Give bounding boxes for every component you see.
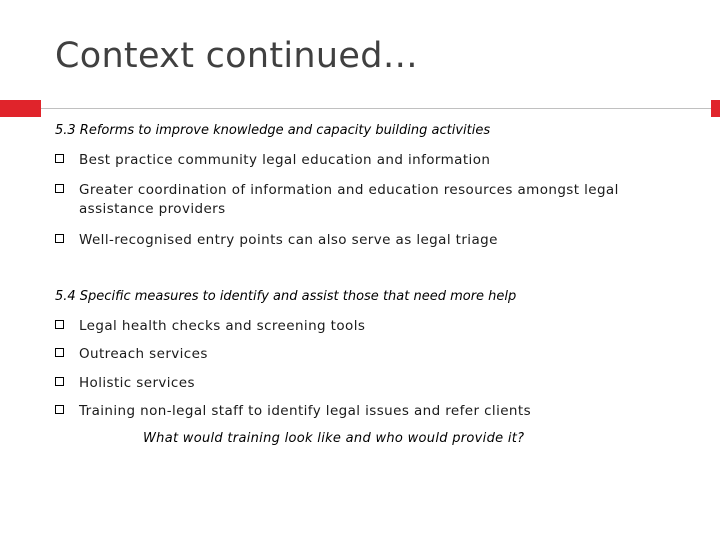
list-item — [55, 317, 655, 336]
accent-bar-left — [0, 100, 41, 117]
list-item-text: Outreach services — [79, 346, 208, 362]
list-item — [55, 402, 655, 421]
list-item-text: Best practice community legal education and information — [79, 152, 491, 168]
square-bullet-icon — [55, 377, 64, 386]
training-question-note: What would training look like and who would provide it? — [143, 431, 525, 446]
square-bullet-icon — [55, 320, 64, 329]
section-heading-5-4: 5.4 Specific measures to identify and assist those that need more help — [55, 289, 517, 304]
title-divider — [0, 108, 720, 109]
list-item-text: Training non-legal staff to identify legal issues and refer clients — [79, 403, 532, 419]
square-bullet-icon — [55, 184, 64, 193]
section-heading-5-3: 5.3 Reforms to improve knowledge and capacity building activities — [55, 123, 491, 138]
list-item — [55, 231, 655, 250]
square-bullet-icon — [55, 348, 64, 357]
list-item — [55, 181, 655, 219]
slide-title: Context continued… — [55, 36, 419, 76]
list-item — [55, 374, 655, 393]
square-bullet-icon — [55, 405, 64, 414]
list-item — [55, 345, 655, 364]
square-bullet-icon — [55, 234, 64, 243]
list-item — [55, 151, 655, 170]
accent-bar-right — [711, 100, 720, 117]
list-item-text: Well-recognised entry points can also serve as legal triage — [79, 232, 498, 248]
list-item-text: Holistic services — [79, 375, 195, 391]
list-item-text: Legal health checks and screening tools — [79, 318, 366, 334]
list-item-text: Greater coordination of information and education resources amongst legal assistance providers — [79, 182, 619, 217]
square-bullet-icon — [55, 154, 64, 163]
